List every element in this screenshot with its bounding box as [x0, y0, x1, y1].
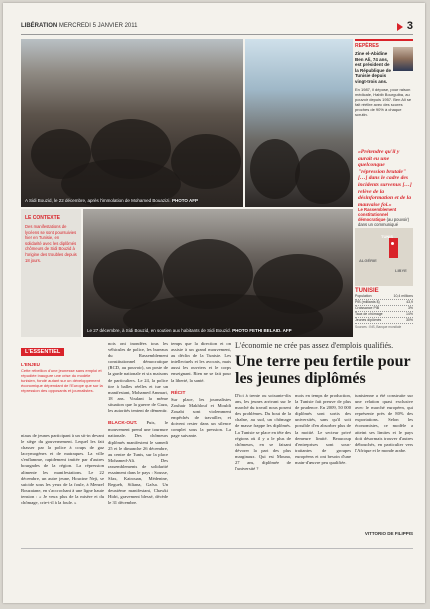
stats-row-value: 3%: [407, 306, 413, 310]
column-text: Sur place, les journalistes Zouhair Makhlouf et Mouldi Zouabi sont violemment empêchés de travailler, et doivent rester dans un silence complet sous la pression. La page suivante.: [171, 396, 231, 439]
quote-source: Le Rassemblement constitutionnel démocratique (au pouvoir) dans un communiqué: [358, 207, 409, 227]
demonstration-photo: [83, 209, 353, 337]
stats-row-label: PIB (milliards $): [355, 300, 380, 304]
newspaper-page: [3, 3, 425, 603]
context-box: [21, 209, 81, 337]
enjeu-text: Cette rébellion d'une jeunesse sans emploi et répudiée inaugure une crise du modèle tunisien, fondé autant sur un développement économique dépendant de l'Europe que sur la répression des opposants et journalistes.: [21, 368, 103, 393]
enjeu-label: L'ENJEU: [21, 362, 40, 367]
subhead-blackout: BLACK-OUT.: [108, 421, 138, 427]
photo-caption: Le 27 décembre, à Sidi Bouzid, en soutien aux habitants de Sidi Bouzid. PHOTO FETHI BELAID. AFP: [87, 328, 292, 333]
article-kicker: L'économie ne crée pas assez d'emplois qualifiés.: [235, 341, 394, 350]
stats-table: [355, 288, 413, 329]
publication-name: LIBÉRATION: [21, 23, 58, 29]
stats-row-value: 14%: [405, 312, 413, 316]
stats-row-value: 10,4 millions: [393, 294, 413, 298]
photo-caption: A Sidi Bouzid, le 22 décembre, après l'immolation de Mohamed Bouazizi. PHOTO AFP: [25, 198, 198, 203]
map-label-algeria: ALGÉRIE: [359, 258, 377, 263]
column-text: temps que la direction et on assiste à un grand mouvement, au déclin de la Tunisie. Les intellectuels et les avocats, mais aussi les ouvriers et le corps enseignant. Rien ne se fait pour la liberté, la santé.: [171, 341, 231, 383]
article-right-column-2: mois en temps de production, la Tunisie fait preuve de plus de prudence. En 2009, 50 000 diplômés sont sortis des universités, sans qu'il soit possible d'en absorber plus de la moitié. Le secteur privé demeure limité. Beaucoup d'entreprises sont sous-traitantes de groupes européens et ont besoin d'une main-d'œuvre peu qualifiée.: [295, 393, 351, 466]
pull-quote: «Prétendre qu'il y aurait eu une quelconque "répression brutale" […] dans le cadre des incidents survenus […] relève de la désinformation et de la mauvaise foi.»: [358, 149, 412, 208]
essentiel-box: [21, 340, 104, 428]
tunisia-map: [355, 228, 413, 286]
stats-row-value: 30%: [405, 318, 413, 322]
reperes-intro: Zine el-Abidine Ben Ali, 74 ans, est président de la République de Tunisie depuis vingt-trois ans.: [355, 51, 392, 84]
tunisia-shape: [389, 238, 398, 258]
portrait-photo: [393, 47, 413, 71]
stats-row-label: Population: [355, 294, 372, 298]
subhead-recit: RÉCIT: [171, 390, 186, 396]
stats-row: [355, 318, 413, 324]
article-column-2: [108, 341, 168, 543]
article-right-column-3: tunisienne a été construite sur une relation quasi exclusive avec le marché européen, qui représente près de 80% des exportations. Selon les économistes, ce modèle a atteint ses limites et le pays doit désormais trouver d'autres débouchés, en particulier vers l'Afrique et le monde arabe.: [355, 393, 413, 453]
reperes-body: En 1987, il dépose, pour raison médicale, Habib Bourguiba, au pouvoir depuis 1957. Ben Ali se fait réélire avec des scores proches de 90% à chaque scrutin.: [355, 86, 412, 117]
article-column-1: niaux de jeunes participant à un sit-in devant le siège du gouvernement. Lequel les fait chasser par la police à coups de gaz lacrymogènes et de matraques. La ville s'enflamme, rapidement imitée par d'autres bourgades de la région. La répression alimente les manifestations. Le 22 décembre, un autre jeune, Houcine Neji, se suicide sous les yeux de la foule, à Menzel Bouzaiane, en s'accrochant à une ligne haute tension : « Je veux plus de la misère et du chômage, crie-t-il à la foule. »: [21, 433, 104, 506]
crowd-photo-top-left: [21, 39, 243, 207]
essentiel-tag: L'ESSENTIEL: [21, 348, 64, 356]
crowd-photo-top-right: [245, 39, 353, 207]
stats-row-label: Croissance PIB: [355, 306, 380, 310]
map-label-libya: LIBYE: [395, 268, 407, 273]
stats-rows: [355, 294, 413, 324]
byline: VITTORIO DE FILIPPIS: [364, 531, 413, 536]
stats-row-label: Taux de chômage: [355, 312, 383, 316]
capital-dot-icon: [391, 242, 394, 245]
stats-row-value: 43,9: [406, 300, 413, 304]
reperes-label: REPÈRES: [355, 39, 413, 49]
column-text: Puis, le mouvement prend une tournure nationale. Des chômeurs diplômés manifestent le samedi 25 et le dimanche 26 décembre, au centre de Tunis, sur la place Mohamed-Ali. Des rassemblements de solidarité essaiment dans le pays : Sousse, Sfax, Kairouan, Médenine, Regueb, Siliana, Gafsa. Un deuxième manifestant, Chawki Hidri, gravement blessé, décède le 31 décembre.: [108, 420, 168, 506]
stats-title: TUNISIE: [355, 288, 379, 294]
stats-source: Sources : INS, Banque mondiale: [355, 325, 402, 329]
stats-row-label: Jeunes diplômés: [355, 318, 382, 322]
context-text: Des manifestations de lycéens se sont poursuivies hier en Tunisie, en solidarité avec les diplômés chômeurs de Sidi Bouzid à l'origine des troubles depuis 18 jours.: [25, 224, 77, 263]
article-right-column-1: D'ici à trente ou soixante-dix ans, les jeunes arrivant sur le marché du travail nous posent des problèmes. Du bout de la chaîne, au sud, un chômage de masse frappe les diplômés. La Tunisie se place en tête des régions où il y a le plus de chômeurs, en se faisant dévorer la part des plus marginaux. Qui est Mouna, 27 ans, diplômée de l'université ?: [235, 393, 291, 472]
article-column-3: [171, 341, 231, 543]
page-header: [21, 20, 413, 35]
article-headline: Une terre peu fertile pour les jeunes diplômés: [235, 353, 411, 387]
issue-date: MERCREDI 5 JANVIER 2011: [58, 23, 138, 29]
page-number: 3: [406, 20, 413, 32]
map-label-tunis: TUNIS: [381, 234, 393, 239]
page-footer-rule: [21, 548, 413, 549]
arrow-icon: [397, 23, 403, 31]
context-label: LE CONTEXTE: [25, 215, 61, 221]
masthead: [21, 23, 138, 29]
column-text: nois ont inondées tous les véhicules de police, les bureaux du Rassemblement constitutionnel démocratique (RCD, au pouvoir), un poste de la garde nationale et six maisons de particuliers. Le 24, la police tire à balles réelles et tue un manifestant, Mohamed Ammari, 18 ans. Voulant la même situation que la guerre de Gaza, les autorités tentent de démentir.: [108, 341, 168, 414]
